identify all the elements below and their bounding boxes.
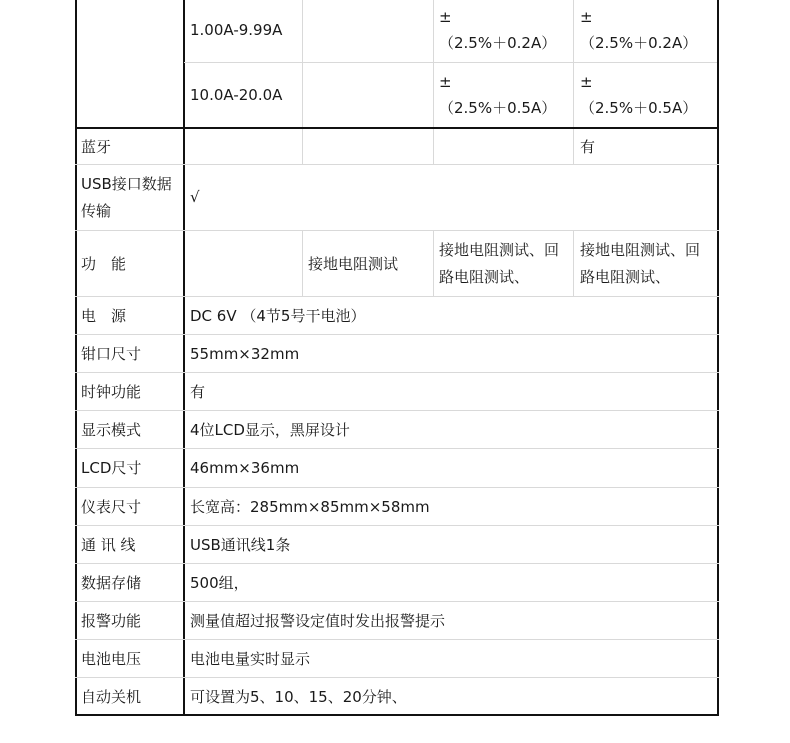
usb-transfer-value: √	[190, 188, 200, 206]
table-border-bottom	[75, 714, 719, 716]
row-divider	[75, 639, 719, 640]
spec-label: LCD尺寸	[81, 459, 142, 477]
spec-label: 电池电压	[81, 650, 142, 668]
column-divider-3	[433, 0, 434, 164]
spec-value: 有	[190, 383, 206, 401]
spec-label: 报警功能	[81, 612, 142, 630]
function-cell: 路电阻测试、	[439, 268, 530, 286]
row-divider	[184, 62, 717, 63]
table-border-right	[717, 0, 719, 716]
row-divider	[75, 164, 719, 165]
row-divider	[75, 525, 719, 526]
row-divider	[75, 677, 719, 678]
spec-label: 钳口尺寸	[81, 345, 142, 363]
spec-value: 可设置为5、10、15、20分钟、	[190, 688, 407, 706]
row-divider	[75, 296, 719, 297]
function-cell: 接地电阻测试	[308, 255, 399, 273]
spec-value: 500组，	[190, 574, 249, 592]
accuracy-pm: ±	[580, 73, 593, 91]
column-divider-2	[302, 0, 303, 164]
spec-table	[75, 0, 719, 716]
function-cell: 路电阻测试、	[580, 268, 671, 286]
function-label: 功 能	[81, 255, 127, 273]
row-divider	[75, 448, 719, 449]
accuracy-pm: ±	[439, 73, 452, 91]
spec-label: 显示模式	[81, 421, 142, 439]
spec-label: 仪表尺寸	[81, 498, 142, 516]
spec-label: 自动关机	[81, 688, 142, 706]
row-divider	[75, 230, 719, 231]
spec-label: 电 源	[81, 307, 127, 325]
accuracy-cell: （2.5%＋0.5A）	[439, 99, 557, 117]
usb-transfer-label: 传输	[81, 202, 112, 220]
function-cell: 接地电阻测试、回	[580, 241, 701, 259]
row-divider	[75, 372, 719, 373]
accuracy-pm: ±	[439, 8, 452, 26]
accuracy-cell: （2.5%＋0.2A）	[580, 34, 698, 52]
row-divider-strong	[75, 127, 719, 129]
row-divider	[75, 410, 719, 411]
spec-value: 电池电量实时显示	[190, 650, 311, 668]
column-divider-2b	[302, 230, 303, 296]
accuracy-cell: （2.5%＋0.5A）	[580, 99, 698, 117]
spec-value: 55mm×32mm	[190, 345, 300, 363]
spec-label: 数据存储	[81, 574, 142, 592]
spec-value: 测量值超过报警设定值时发出报警提示	[190, 612, 446, 630]
accuracy-pm: ±	[580, 8, 593, 26]
column-divider-4	[573, 0, 574, 164]
accuracy-cell: （2.5%＋0.2A）	[439, 34, 557, 52]
range-cell: 10.0A-20.0A	[190, 86, 283, 104]
usb-transfer-label: USB接口数据	[81, 175, 172, 193]
table-border-left	[75, 0, 77, 716]
function-cell: 接地电阻测试、回	[439, 241, 560, 259]
range-cell: 1.00A-9.99A	[190, 21, 283, 39]
spec-value: 4位LCD显示，黑屏设计	[190, 421, 350, 439]
spec-label: 时钟功能	[81, 383, 142, 401]
spec-value: 长宽高：285mm×85mm×58mm	[190, 498, 430, 516]
spec-value: USB通讯线1条	[190, 536, 291, 554]
spec-value: DC 6V （4节5号干电池）	[190, 307, 366, 325]
spec-value: 46mm×36mm	[190, 459, 300, 477]
bluetooth-label: 蓝牙	[81, 138, 112, 156]
spec-label: 通 讯 线	[81, 536, 136, 554]
column-divider-3b	[433, 230, 434, 296]
row-divider	[75, 334, 719, 335]
row-divider	[75, 563, 719, 564]
column-divider-label	[183, 0, 185, 716]
column-divider-4b	[573, 230, 574, 296]
row-divider	[75, 487, 719, 488]
row-divider	[75, 601, 719, 602]
bluetooth-value: 有	[580, 138, 596, 156]
